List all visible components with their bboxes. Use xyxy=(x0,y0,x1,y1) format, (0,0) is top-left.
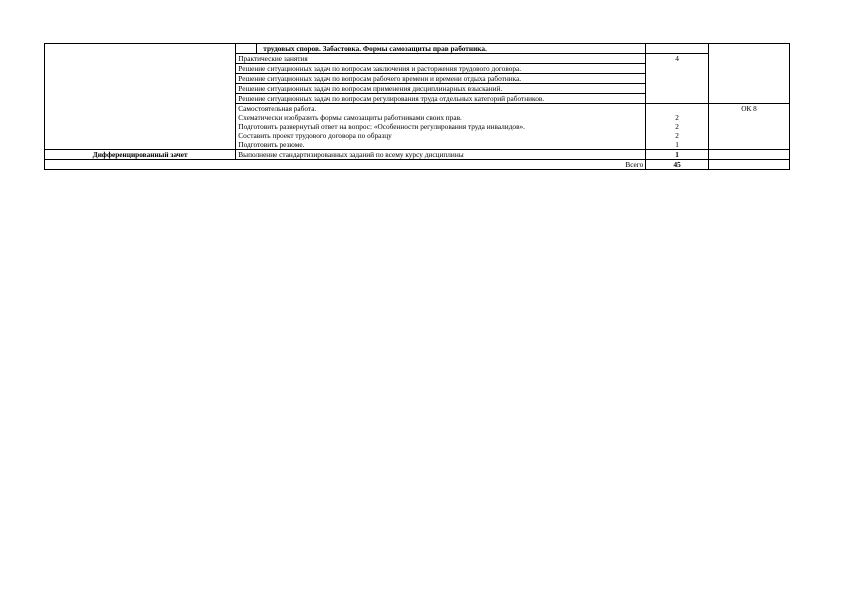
competency-cell-empty xyxy=(708,150,789,160)
independent-hours: 1 xyxy=(675,140,679,149)
competency-cell xyxy=(708,104,789,150)
independent-item: Подготовить резюме. xyxy=(238,140,305,149)
curriculum-table xyxy=(44,43,790,170)
practical-heading: Практические занятия xyxy=(236,54,646,64)
credit-text: Выполнение стандартизированных заданий по всему курсу дисциплины xyxy=(236,150,646,160)
table-row xyxy=(45,44,790,54)
competency-code: ОК 8 xyxy=(741,104,757,113)
independent-heading: Самостоятельная работа. xyxy=(238,104,317,113)
competency-cell-empty xyxy=(708,160,789,170)
table-row xyxy=(45,160,790,170)
total-hours: 45 xyxy=(646,160,709,170)
independent-hours: 2 xyxy=(675,122,679,131)
independent-hours: 2 xyxy=(675,131,679,140)
table-row xyxy=(45,150,790,160)
independent-hours: 2 xyxy=(675,113,679,122)
continuation-text: трудовых споров. Забастовка. Формы самозащиты прав работника. xyxy=(263,44,487,53)
hours-cell-empty xyxy=(646,44,709,54)
independent-work-cell xyxy=(236,104,646,150)
credit-label: Дифференцированный зачет xyxy=(45,150,236,160)
section-cell-empty xyxy=(45,44,236,150)
credit-hours: 1 xyxy=(646,150,709,160)
practical-item: Решение ситуационных задач по вопросам рабочего времени и времени отдыха работника. xyxy=(236,74,646,84)
continuation-cell xyxy=(236,44,646,54)
practical-hours: 4 xyxy=(646,54,709,104)
practical-item: Решение ситуационных задач по вопросам регулирования труда отдельных категорий работников. xyxy=(236,94,646,104)
independent-item: Составить проект трудового договора по образцу xyxy=(238,131,392,140)
total-label: Всего xyxy=(45,160,646,170)
competency-cell-empty xyxy=(708,44,789,104)
practical-item: Решение ситуационных задач по вопросам заключения и расторжения трудового договора. xyxy=(236,64,646,74)
independent-item: Подготовить развернутый ответ на вопрос: «Особенности регулирования труда инвалидов». xyxy=(238,122,525,131)
indent-box xyxy=(234,44,257,53)
independent-hours-cell xyxy=(646,104,709,150)
practical-item: Решение ситуационных задач по вопросам применения дисциплинарных взысканий. xyxy=(236,84,646,94)
independent-item: Схематически изобразить формы самозащиты работниками своих прав. xyxy=(238,113,462,122)
